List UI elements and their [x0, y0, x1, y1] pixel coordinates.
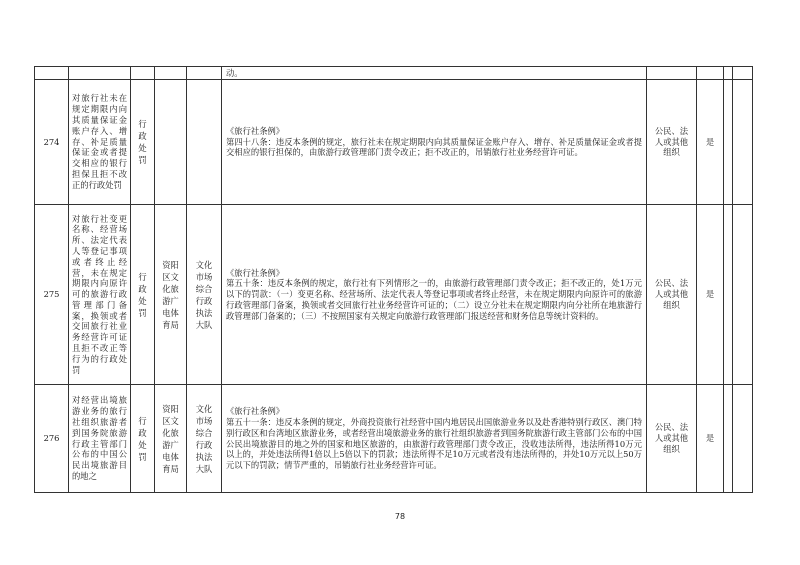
item-target: 公民、法人或其他组织: [647, 80, 697, 205]
item-flag: 是: [697, 80, 724, 205]
item-type: 行政处罚: [131, 205, 155, 385]
item-target: 公民、法人或其他组织: [647, 205, 697, 385]
page-number: 78: [394, 512, 406, 521]
item-basis: [222, 385, 647, 493]
item-number: 276: [35, 385, 69, 493]
item-flag: 是: [697, 385, 724, 493]
item-type: 行政处罚: [131, 80, 155, 205]
item-org: 资阳区文化旅游广电体育局: [155, 385, 187, 493]
item-name: 对旅行社变更名称、经营场所、法定代表人等登记事项或者终止经营，未在规定期限内向原许可的旅游行政管理部门备案，换领或者交回旅行社业务经营许可证且拒不改正等行为的行政处罚: [69, 205, 131, 385]
item-unit: 文化市场综合行政执法大队: [187, 205, 222, 385]
table-row: [35, 205, 753, 385]
item-basis: [222, 80, 647, 205]
item-number: 274: [35, 80, 69, 205]
regulation-table: [34, 66, 753, 493]
table-row: [35, 385, 753, 493]
basis-title: 《旅行社条例》: [226, 125, 285, 136]
table-row-fragment: [35, 67, 753, 80]
basis-text: 第五十一条：违反本条例的规定，外商投资旅行社经营中国内地居民出国旅游业务以及赴香港特别行政区、澳门特别行政区和台湾地区旅游业务，或者经营出境旅游业务的旅行社组织旅游者到国务院旅游行政主管部门公布的中国公民出境旅游目的地之外的国家和地区旅游的，由旅游行政管理部门责令改正，没收违法所得，违法所得10万元以上的，并处违法所得1倍以上5倍以下的罚款；违法所得不足10万元或者没有违法所得的，并处10万元以上50万元以下的罚款；情节严重的，吊销旅行社业务经营许可证。: [226, 416, 642, 471]
item-type: 行政处罚: [131, 385, 155, 493]
item-org: 资阳区文化旅游广电体育局: [155, 205, 187, 385]
item-unit: 文化市场综合行政执法大队: [187, 385, 222, 493]
item-name: 对旅行社未在规定期限内向其质量保证金账户存入、增存、补足质量保证金或者提交相应的银行担保且拒不改正的行政处罚: [69, 80, 131, 205]
table-row: [35, 80, 753, 205]
item-basis: [222, 205, 647, 385]
basis-text: 第五十条：违反本条例的规定，旅行社有下列情形之一的，由旅游行政管理部门责令改正；拒不改正的，处1万元以下的罚款：（一）变更名称、经营场所、法定代表人等登记事项或者终止经营，未在规定期限内向原许可的旅游行政管理部门备案，换领或者交回旅行社业务经营许可证的；（二）设立分社未在规定期限内向分社所在地旅游行政管理部门备案的；（三）不按照国家有关规定向旅游行政管理部门报送经营和财务信息等统计资料的。: [226, 278, 642, 321]
item-flag: 是: [697, 205, 724, 385]
item-number: 275: [35, 205, 69, 385]
basis-title: 《旅行社条例》: [226, 406, 285, 417]
item-target: 公民、法人或其他组织: [647, 385, 697, 493]
item-name: 对经营出境旅游业务的旅行社组织旅游者到国务院旅游行政主管部门公布的中国公民出境旅游目的地之: [69, 385, 131, 493]
item-unit: [187, 80, 222, 205]
basis-fragment: 动。: [222, 67, 647, 80]
item-org: [155, 80, 187, 205]
basis-text: 第四十八条：违反本条例的规定，旅行社未在规定期限内向其质量保证金账户存入、增存、补足质量保证金或者提交相应的银行担保的，由旅游行政管理部门责令改正；拒不改正的，吊销旅行社业务经营许可证。: [226, 136, 642, 158]
basis-title: 《旅行社条例》: [226, 267, 285, 278]
